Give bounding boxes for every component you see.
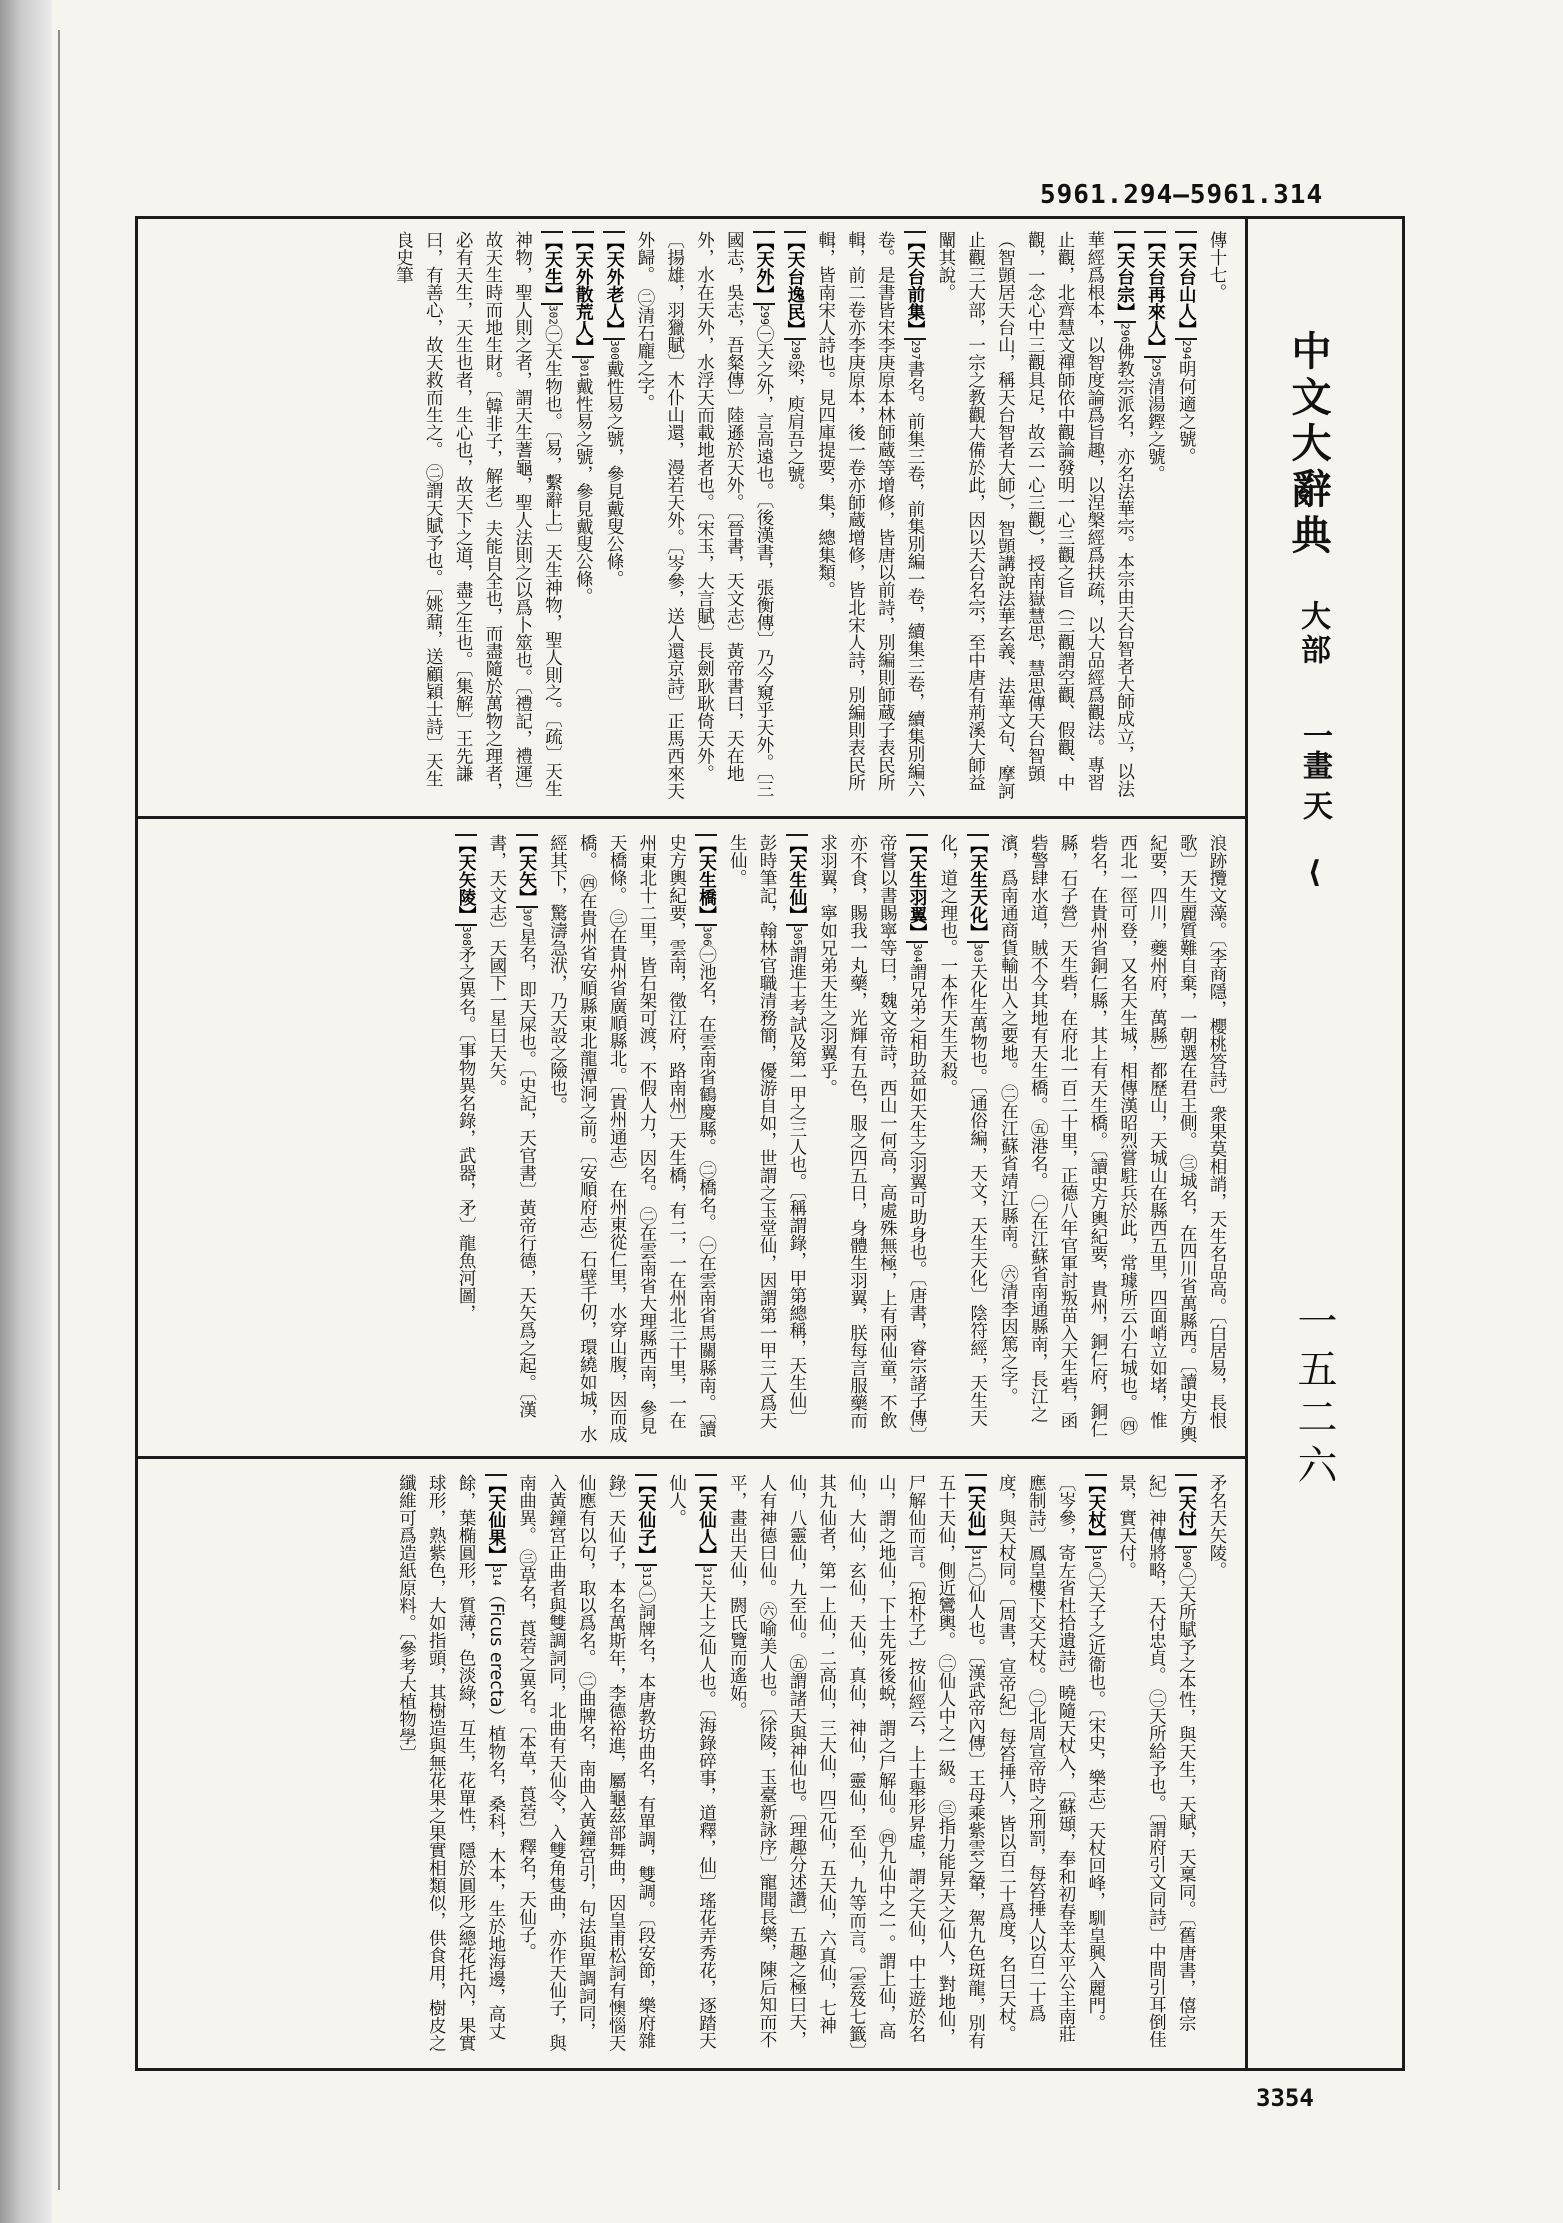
entry-code: 296 <box>1118 322 1132 343</box>
entry-definition: 謂進士考試及第一甲之三人也。〔稱謂錄，甲第總稱，天生仙〕彭時筆記，翰林官職清務簡，優游自如，世謂之玉堂仙，因謂第一甲三人爲天生仙。 <box>727 834 807 1429</box>
entry-code: 300 <box>608 340 622 360</box>
entry-definition: ㊀天子之近衞也。〔宋史，樂志〕天杖回峰，馴皇興入麗門。〔岑參，寄左省杜拾遺詩〕曉隨天杖入，〔蘇頲，奉和初春幸太平公主南莊應制詩〕鳳皇樓下交天杖。 ㊁北周宣帝時之刑罰，每笞捶人以百二十爲度，與天杖同。〔周書，宣帝紀〕每笞捶人，皆以百二十爲度，名曰天杖。 <box>996 1474 1106 2043</box>
dictionary-entry <box>816 231 925 797</box>
dictionary-entry <box>1207 1474 1227 1579</box>
dictionary-entry <box>1117 1474 1197 2048</box>
text-block-bottom <box>138 1462 1245 2068</box>
page-edge-line <box>58 30 60 2190</box>
entry-headword: 【天台宗】 <box>1114 233 1135 321</box>
entry-headword: 【天生羽翼】 <box>907 836 928 941</box>
entry-headword: 【天外老人】 <box>604 233 625 338</box>
dictionary-entry <box>727 1474 985 2052</box>
dictionary-entry <box>456 834 476 1322</box>
head-character: 天 ⟨ <box>1297 790 1332 890</box>
dictionary-entry <box>998 834 1227 1443</box>
entry-definition: ㊀天生物也。〔易，繫辭上〕天生神物，聖人則之。〔疏〕天生神物，聖人則之者，謂天生蓍龜，聖人法則之以爲卜筮也。〔禮記，禮運〕故天生時而地生財。〔韓非子，解老〕夫能自全也，而盡隨於萬物之理者，必有天生，天生也者，生心也，故天下之道，盡之生也。〔集解〕王先謙曰，有善心，故天救而生之。 ㊁謂天賦予也。〔姚鼐，送顧穎士詩〕天生良史筆 <box>393 231 563 800</box>
entry-definition: 矛名天矢陵。 <box>1207 1474 1227 1579</box>
dictionary-entry <box>396 1474 505 2052</box>
entry-headword: 【天生】 <box>542 233 563 303</box>
dictionary-entry <box>818 834 927 1435</box>
entry-code: 312 <box>700 1565 714 1586</box>
text-columns <box>152 231 1231 804</box>
dictionary-entry <box>1207 834 1227 1315</box>
text-block-middle <box>138 822 1245 1459</box>
dictionary-entry <box>1207 231 1227 301</box>
entry-definition: 天化生萬物也。〔通俗編，天文，天生天化〕陰符經，天生天化，道之理也。一本作天生天殺。 <box>937 834 988 1427</box>
entry-definition: 戴性易之號，參見戴叟公條。 <box>604 359 625 588</box>
entry-code: 314 <box>489 1565 503 1586</box>
entry-code: 299 <box>758 305 772 325</box>
entry-code: 306 <box>700 925 714 946</box>
entry-definition: 謂兄弟之相助益如天生之羽翼可助身也。〔唐書，睿宗諸子傳〕帝嘗以書賜寧等曰，魏文帝詩，西山一何高，高處殊無極，上有兩仙童，不飲亦不食，賜我一丸藥，光輝有五色，服之四五日，身體生羽翼，朕每言服藥而求羽翼，寧如兄弟天生之羽翼乎。 <box>817 834 928 1436</box>
entry-headword: 【天仙子】 <box>635 1476 656 1564</box>
entry-code: 305 <box>790 925 804 946</box>
entry-headword: 【天台再來人】 <box>1145 233 1166 356</box>
dictionary-entry <box>936 231 1135 800</box>
entry-headword: 【天仙人】 <box>696 1476 717 1564</box>
entry-definition: ㊀詞牌名，本唐教坊曲名，有單調，雙調。〔段安節，樂府雜錄〕天仙子，本名萬斯年，李德裕進，屬龜茲部舞曲，因皇甫松詞有懊惱天仙應有以句，取以爲名。 ㊁曲牌名，南曲入黃鐘宮引，句法與單調詞同，入黃鐘宮正曲者與雙調詞同，北曲有天仙令，入雙角隻曲，亦作天仙子，與南曲異。 ㊂草名，莨菪之異名。〔本草，莨菪〕釋名，天仙子。 <box>516 1474 656 2052</box>
entry-definition: 浪跡攬文藻。〔李商隱，櫻桃答詩〕衆果莫相誚，天生名品高。 <box>1207 834 1227 1316</box>
entry-definition: ㊀天所賦予之本性，與天生，天賦，天稟同。〔舊唐書，僖宗紀〕神傳將略，天付忠貞。 ㊁天所給予也。〔謂府引文同詩〕中間引耳倒佳景，實天付。 <box>1116 1474 1197 2049</box>
entry-code: 307 <box>520 908 534 928</box>
text-columns <box>152 1474 1231 2056</box>
entry-code: 313 <box>639 1565 653 1586</box>
dictionary-entry <box>1176 231 1196 465</box>
entry-headword: 【天台山人】 <box>1176 233 1197 338</box>
entry-headword: 【天杖】 <box>1085 1476 1106 1546</box>
cjk-page-number: 一五二六 <box>1291 1300 1337 1492</box>
entry-definition: 星名，即天屎也。〔史記，天官書〕黃帝行德，天矢爲之起。〔漢書，天文志〕天國下一星曰天矢。 <box>486 834 537 1418</box>
entry-headword: 【天生仙】 <box>786 836 807 924</box>
entry-code: 297 <box>909 340 923 360</box>
entry-definition: 矛之異名。〔事物異名錄，武器，矛〕龍魚河圖， <box>456 945 477 1322</box>
scan-shadow <box>0 0 52 2223</box>
dictionary-title: 中文大辭典 <box>1285 330 1331 560</box>
entry-code: 303 <box>971 943 985 963</box>
entry-definition: 書名。前集三卷，前集別編一卷，續集三卷，續集別編六卷。是書皆宋李庚原本林師蔵等增修，皆唐以前詩，別編則師蔵子表民所輯，前二卷亦李庚原本，後一卷亦師蔵增修，皆北宋人詩，別編則表民所輯，皆南宋人詩也。見四庫提要，集，總集類。 <box>815 231 926 798</box>
entry-headword: 【天矢】 <box>516 836 537 906</box>
entry-headword: 【天外散荒人】 <box>573 233 594 356</box>
entry-definition: 清湯鏗之號。 <box>1145 377 1166 483</box>
entry-code: 302 <box>546 305 560 325</box>
entry-code: 298 <box>788 340 802 360</box>
entry-headword: 【天生橋】 <box>696 836 717 924</box>
entry-code: 308 <box>460 925 474 946</box>
entry-definition: 天上之仙人也。〔海錄碎事，道釋，仙〕瑤花弄秀花，逐踏天仙人。 <box>666 1474 717 2050</box>
entry-definition: 戴性易之號，參見戴叟公條。 <box>573 377 594 605</box>
entry-definition: ㊀天之外，言高遠也。〔後漢書，張衡傳〕乃今窺乎天外。〔三國志，吳志，吾粲傳〕陸遜於天外。〔晉書，天文志〕黃帝書曰，天在地外，水在天外，水浮天而載地者也。〔宋玉，大言賦〕長劍耿耿倚天外。〔揚雄，羽獵賦〕木仆山還，漫若天外。〔岑參，送人還京詩〕正馬西來天外歸。 ㊁清石龐之字。 <box>634 231 775 800</box>
entry-headword: 【天仙】 <box>965 1476 986 1546</box>
dictionary-entry <box>727 834 807 1429</box>
entry-headword: 【天付】 <box>1176 1476 1197 1546</box>
dictionary-entry <box>635 231 774 800</box>
dictionary-entry <box>667 1474 717 2049</box>
stroke-count-label: 一畫 <box>1297 720 1332 780</box>
entry-code: 310 <box>1089 1548 1103 1568</box>
dictionary-entry <box>393 231 562 800</box>
entry-range-header: 5961.294—5961.314 <box>1040 180 1324 210</box>
dictionary-entry <box>487 834 537 1418</box>
entry-definition: ㊀池名，在雲南省鶴慶縣。 ㊁橋名。 ㊀在雲南省馬關縣南。〔讀史方輿紀要，雲南，徵江府，路南州〕天生橋，有二，一在州北三十里，一在州東北十二里，皆石架可渡，不假人力，因名。 ㊁在雲南省大理縣西南，參見天橋條。 ㊂在貴州省廣順縣北。〔貴州通志〕在州東從仁里，水穿山腹，因而成橋。 ㊃在貴州省安順縣東北龍潭洞之前。〔安順府志〕石壁千仞，環繞如城，水經其下，驚濤急洑，乃天設之險也。 <box>547 834 717 1444</box>
entry-code: 311 <box>969 1548 983 1568</box>
entry-headword: 【天台前集】 <box>905 233 926 338</box>
entry-definition: 傳十七。 <box>1207 231 1227 301</box>
entry-code: 294 <box>1180 340 1194 360</box>
entry-code: 295 <box>1149 357 1163 378</box>
dictionary-entry <box>604 231 624 587</box>
entry-definition: 梁，庾肩吾之號。 <box>784 359 805 500</box>
dictionary-entry <box>517 1474 656 2052</box>
dictionary-entry <box>1145 231 1165 482</box>
dictionary-entry <box>938 834 988 1427</box>
entry-code: 304 <box>911 943 925 963</box>
entry-definition: 〔白居易，長恨歌〕天生麗質難自棄，一朝選在君王側。 ㊂城名，在四川省萬縣西。〔讀史方輿紀要，四川，夔州府，萬縣〕都歷山，天城山在縣西五里，四面峭立如堵，惟西北一徑可登，又名天生城，相傳漢昭烈嘗駐兵於此，常璩所云小石城也。 ㊃砦名，在貴州省銅仁縣，其上有天生橋。〔讀史方輿紀要，貴州，銅仁府，銅仁縣，石子營〕天生砦，在府北一百二十里，正德八年官軍討叛苗入天生砦，函砦警肆水道，賊不今其地有天生橋。 ㊄港名。 ㊀在江蘇省南通縣南，長江之濱，爲南通商貨輸出入之要地。 ㊁在江蘇省靖江縣南。 ㊅清李因篤之字。 <box>998 834 1227 1444</box>
entry-definition: ㊀仙人也。〔漢武帝內傳〕王母乘紫雲之輦，駕九色斑龍，別有五十天仙，側近鸞輿。 ㊁仙人中之一級。 ㊂指力能昇天之仙人，對地仙，尸解仙而言。〔抱朴子〕按仙經云，上士舉形昇虛，謂之天仙，中士遊於名山，謂之地仙，下士先死後蛻，謂之尸解仙。 ㊃九仙中之一。謂上仙，高仙，大仙，玄仙，天仙，真仙，神仙，靈仙，至仙，九等而言。〔雲笈七籤〕其九仙者，第一上仙，二高仙，三大仙，四元仙，五天仙，六真仙，七神仙，八靈仙，九至仙。 ㊄謂諸天與神仙也。〔理趣分述讚〕五趣之極曰天，人有神德曰仙。 ㊅喻美人也。〔徐陵，玉臺新詠序〕寵聞長樂，陳后知而不平，畫出天仙，閼氏覽而遙妬。 <box>727 1474 986 2052</box>
entry-headword: 【天台逸民】 <box>784 233 805 338</box>
page-number: 3354 <box>1256 2084 1314 2112</box>
entry-headword: 【天生天化】 <box>967 836 988 941</box>
text-columns <box>152 834 1231 1444</box>
entry-headword: 【天仙果】 <box>485 1476 506 1564</box>
entry-code: 309 <box>1180 1548 1194 1568</box>
entry-definition: 佛教宗派名，亦名法華宗。本宗由天台智者大師成立，以法華經爲根本，以智度論爲旨趣，以涅槃經爲扶疏，以大品經爲觀法。專習止觀，北齊慧文禪師依中觀論發明一心三觀之旨（三觀謂空觀、假觀、中觀，一念心中三觀具足，故云一心三觀），授南嶽慧思，慧思傳天台智顗（智顗居天台山，稱天台智者大師），智顗講說法華玄義、法華文句、摩訶止觀三大部，一宗之教觀大備於此，因以天台名宗，至中唐有荊溪大師益闡其說。 <box>935 231 1135 800</box>
dictionary-entry <box>996 1474 1105 2043</box>
entry-definition: 明何適之號。 <box>1176 359 1197 465</box>
entry-code: 301 <box>577 357 591 378</box>
dictionary-entry <box>785 231 805 500</box>
dictionary-entry <box>573 231 593 605</box>
entry-headword: 【天外】 <box>754 233 775 303</box>
entry-headword: 【天矢陵】 <box>456 836 477 924</box>
dictionary-entry <box>547 834 716 1443</box>
text-block-top <box>138 219 1245 819</box>
entry-definition: （Ficus erecta）植物名，桑科，木本，生於地海邊，高丈餘，葉椭圓形，質薄，色淡綠，互生，花單性，隱於圓形之總花托內，果實球形，熟紫色，大如指頭，其樹造與無花果之果實相類似，供食用，樹皮之纖維可爲造紙原料。〔參考大植物學〕 <box>396 1474 506 2052</box>
radical-label: 大部 <box>1295 600 1330 668</box>
